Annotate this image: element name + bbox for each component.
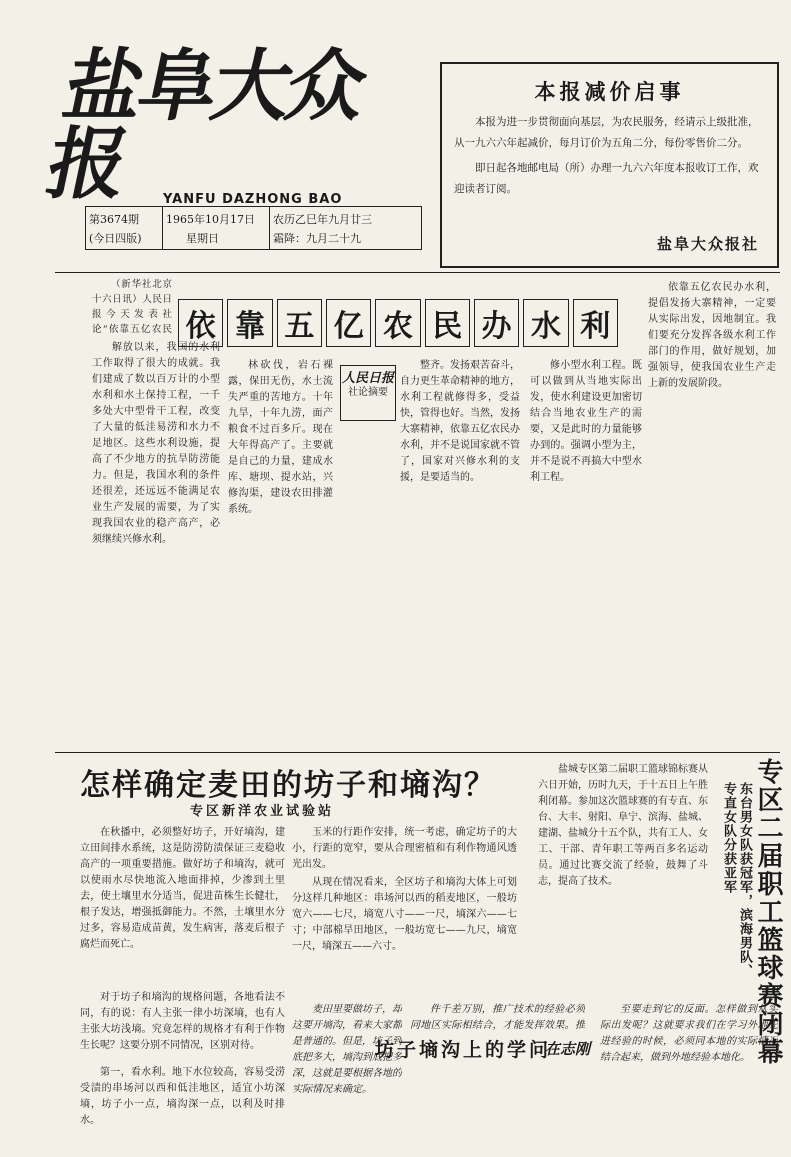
sports-body-text: 盐城专区第二届职工篮球锦标赛从六日开始，历时九天，于十五日上午胜利闭幕。参加这次篮球赛的有专直、东台、大丰、射阳、阜宁、滨海、盐城、建湖、盐城分十五个队，共有工人、女工、干部、青年职工等两百多名运动员。通过比赛交流了经验，鼓舞了斗志，提高了技术。 [538, 764, 708, 887]
wheat-col-2 [80, 990, 285, 1060]
wheat-byline: 专区新洋农业试验站 [190, 804, 335, 819]
price-reduction-notice [440, 62, 779, 268]
column-author: 在志刚 [545, 1040, 591, 1058]
lead-intro-text: （新华社北京十六日讯）人民日报今天发表社论“依靠五亿农民 [92, 279, 172, 335]
lead-col-5 [648, 280, 776, 745]
lead-headline-banner [178, 292, 618, 354]
banner-char: 五 [277, 299, 322, 347]
divider [55, 272, 780, 273]
banner-char: 靠 [227, 299, 272, 347]
issue-weekday: 星期日 [186, 231, 219, 245]
column-title: 坊子墒沟上的学问 [375, 1039, 552, 1061]
masthead-title: 盐阜大众报 [39, 41, 372, 210]
lead-intro [92, 277, 172, 337]
issue-lunar: 农历乙巳年九月廿三 [273, 212, 372, 226]
wheat-headline: 怎样确定麦田的坊子和墒沟？ [80, 768, 496, 803]
banner-char: 水 [523, 299, 568, 347]
lead-col-5-text: 依靠五亿农民办水利，提倡发扬大寨精神，一定要从实际出发，因地制宜。我们要充分发挥各级水利工作部门的作用，做好规划，加强领导，使我国农业生产走上新的发展阶段。 [648, 282, 776, 389]
wheat-col-4 [292, 825, 517, 870]
column-para-3-text: 至要走到它的反面。怎样做到从实际出发呢？这就要求我们在学习外地先进经验的时候，必须同本地的实际情况结合起来，做到外地经验本地化。 [600, 1004, 778, 1063]
lead-col-2-text: 林砍伐，岩石裸露，保田无伤，水土流失严重的苦地方。十年九旱，十年九涝，面产粮食不过百多斤。现在大年得高产了。主要就是自己的力量，建成水库、塘坝、提水站，兴修沟渠，建设农田排灌系统。 [228, 360, 333, 515]
lead-col-4 [530, 358, 642, 745]
wheat-col-3 [80, 1065, 285, 1153]
lead-col-1-text: 解放以来，我国的水利工作取得了很大的成就。我们建成了数以百万计的小型水利和水土保持工程，一千多处大中型骨干工程，改变了大量的低洼易涝和水力不足地区。这些水利设施，提高了不少地方的抗旱防涝能力。但是，我国水利的条件还很差，还远远不能满足农业生产发展的需要，为了实现我国农业的稳产高产，必须继续兴修水利。 [92, 342, 220, 545]
column-para-2 [410, 1002, 585, 1032]
column-para-1-text: 麦田里要做坊子，却这要开墒沟，看来大家都是普通的。但是，坊子到底把多大，墒沟到底把多深，这就是要根据各地的实际情况来确定。 [292, 1004, 402, 1095]
lead-col-1 [92, 340, 220, 745]
lead-col-2 [228, 358, 333, 745]
seal-sub: 社论摘要 [348, 387, 388, 398]
column-para-2-text: 件千差万别，推广技术的经验必须同地区实际相结合，才能发挥效果。推 [410, 1004, 585, 1031]
issue-info-bar [85, 206, 422, 250]
wheat-col-4-text: 玉米的行距作安排，统一考虑，确定坊子的大小，行距的宽窄，要从合理密植和有利作物通风透光出发。 [292, 827, 517, 870]
sports-subtitle: 东台男女队获冠军，滨海男队、专直女队分获亚军 [721, 782, 752, 978]
peoples-daily-seal [340, 365, 396, 421]
banner-char: 利 [573, 299, 618, 347]
wheat-col-2-text: 对于坊子和墒沟的规格问题，各地看法不同，有的说：有人主张一律小坊深墒，也有人主张大坊浅墒。究竟怎样的规格才有利于作物生长呢？这要分别不同情况，区别对待。 [80, 992, 285, 1051]
notice-title: 本报减价启事 [534, 79, 685, 104]
wheat-col-5 [292, 875, 517, 995]
notice-signature: 盐阜大众报社 [656, 235, 759, 253]
issue-date: 1965年10月17日 [166, 212, 255, 226]
notice-para-1: 本报为进一步贯彻面向基层，为农民服务，经请示上级批准，从一九六六年起减价，每月订价为五角二分，每份零售价二分。 [454, 116, 759, 149]
banner-char: 农 [375, 299, 420, 347]
sports-headline: 专区二届职工篮球赛闭幕 [753, 758, 783, 1066]
column-para-3 [600, 1002, 778, 1152]
lead-col-4-text: 修小型水利工程。既可以做到从当地实际出发，使水利建设更加密切结合当地农业生产的需要，又是此时的力量能够办到的。强调小型为主，并不是说不再搞大中型水利工程。 [530, 360, 642, 483]
masthead-pinyin: YANFU DAZHONG BAO [163, 192, 343, 207]
banner-char: 依 [178, 299, 223, 347]
banner-char: 亿 [326, 299, 371, 347]
column-para-1 [292, 1002, 402, 1152]
wheat-col-1 [80, 825, 285, 985]
seal-label: 人民日报 [341, 371, 394, 386]
banner-char: 民 [425, 299, 470, 347]
wheat-col-1-text: 在秋播中，必须整好坊子，开好墒沟，建立田间排水系统，这是防涝防渍保证三麦稳收高产的一项重要措施。做好坊子和墒沟，就可以使雨水尽快地流入地面排掉，少渗到土里去，使土壤里水分适当，促进苗株生长健壮，根子发达，增强抵御能力。不然，土壤里水分过多，容易造成苗黄，发生病害，落麦后根子腐烂而死亡。 [80, 827, 285, 950]
notice-para-2: 即日起各地邮电局（所）办理一九六六年度本报收订工作，欢迎读者订阅。 [454, 162, 759, 195]
wheat-col-3-text: 第一，看水利。地下水位较高，容易受涝受渍的串场河以西和低洼地区，适宜小坊深墒，坊子小一点，墒沟深一点，以利及时排水。 [80, 1067, 285, 1126]
sports-body [538, 762, 708, 1002]
banner-char: 办 [474, 299, 519, 347]
issue-number: 第3674期 [89, 212, 139, 226]
issue-solar-term: 霜降：九月二十九 [273, 231, 361, 245]
lead-col-3-text: 整齐。发扬艰苦奋斗，自力更生革命精神的地方，水利工程就修得多，受益快，管得也好。当然，发扬大寨精神，依靠五亿农民办水利，并不是说国家就不管了，国家对兴修水利的支援，是要适当的。 [400, 360, 520, 483]
wheat-col-5-text: 从现在情况看来，全区坊子和墒沟大体上可划分这样几种地区：串场河以西的稻麦地区，一般坊宽六——七尺，墒宽八寸——一尺，墒深六——七寸；中部棉旱田地区，一般坊宽七——九尺，墒宽一尺，墒深五——六寸。 [292, 877, 517, 952]
divider [55, 752, 780, 753]
lead-col-3 [400, 358, 520, 745]
issue-pages: (今日四版) [89, 231, 142, 245]
